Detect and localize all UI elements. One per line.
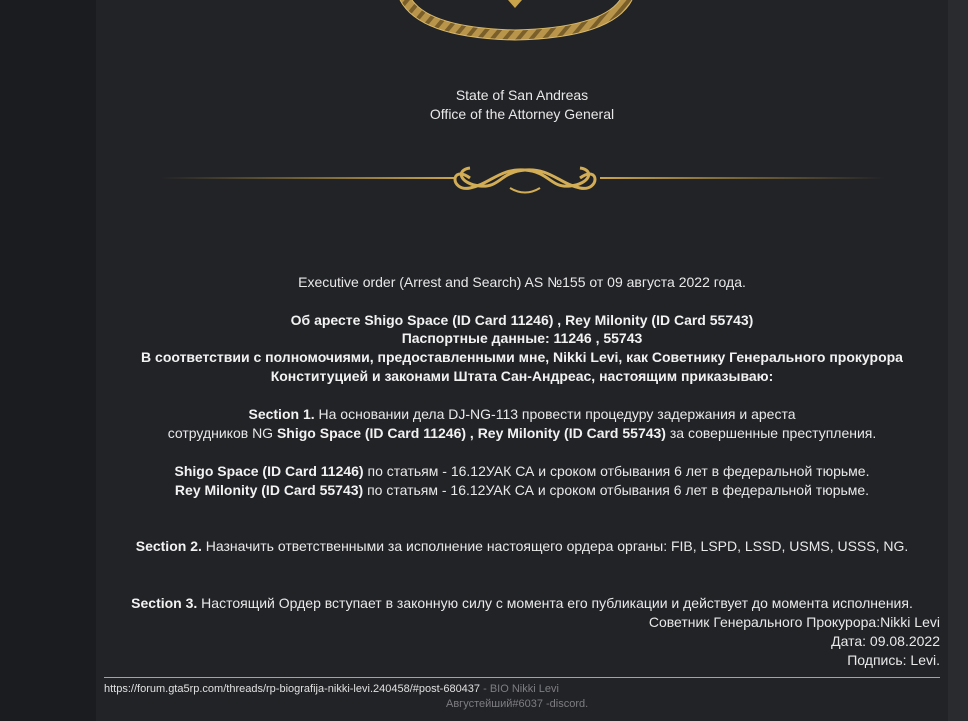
header-state: State of San Andreas — [455, 87, 589, 103]
section-1-end: за совершенные преступления. — [665, 425, 877, 441]
section-1-text: На основании дела DJ-NG-113 провести процедуру задержания и ареста — [314, 406, 796, 422]
authority-line-2: Конституцией и законами Штата Сан-Андреас, настоящим приказываю: — [270, 368, 774, 384]
section-2 — [96, 537, 948, 556]
signature-date: Дата: 09.08.2022 — [831, 633, 940, 649]
passport-data: Паспортные данные: 11246 , 55743 — [401, 330, 643, 346]
section-1-line-1 — [96, 405, 948, 424]
scrollbar[interactable] — [948, 0, 968, 721]
bio-link[interactable]: https://forum.gta5rp.com/threads/rp-biografija-nikki-levi.240458/#post-680437 — [104, 683, 481, 695]
section-1-label: Section 1. — [248, 406, 315, 422]
footer-divider — [104, 677, 940, 678]
sentence-2-name: Rey Milonity (ID Card 55743) — [174, 482, 364, 498]
section-1-names: Shigo Space (ID Card 11246) , Rey Milonity (ID Card 55743) — [276, 425, 666, 441]
authority-line-1: В соответствии с полномочиями, предоставленными мне, Nikki Levi, как Советнику Генерального прокурора — [141, 349, 903, 365]
section-2-text: Назначить ответственными за исполнение настоящего ордера органы: FIB, LSPD, LSSD, USMS, USSS, NG. — [201, 538, 909, 554]
seal-emblem-icon — [0, 0, 968, 50]
header-office: Office of the Attorney General — [429, 106, 615, 122]
section-3 — [96, 594, 948, 613]
ornament-divider-icon — [150, 158, 890, 198]
discord-handle: Августейший#6037 -discord. — [446, 698, 589, 710]
sentence-2 — [96, 481, 948, 500]
signature-position: Советник Генерального Прокурора:Nikki Levi — [648, 614, 940, 630]
section-3-label: Section 3. — [131, 595, 198, 611]
section-2-label: Section 2. — [135, 538, 202, 554]
signature-sign: Подпись: Levi. — [847, 652, 940, 668]
sentence-1-name: Shigo Space (ID Card 11246) — [174, 463, 364, 479]
sentence-1-text: по статьям - 16.12УАК СА и сроком отбывания 6 лет в федеральной тюрьме. — [363, 463, 870, 479]
section-1-employees: сотрудников NG — [167, 425, 277, 441]
section-1-line-2 — [96, 424, 948, 443]
order-subject: Об аресте Shigo Space (ID Card 11246) , Rey Milonity (ID Card 55743) — [290, 312, 754, 328]
bio-link-suffix: - BIO Nikki Levi — [480, 683, 559, 695]
footer-signature — [104, 682, 559, 696]
sentence-1 — [96, 462, 948, 481]
order-title: Executive order (Arrest and Search) AS №155 от 09 августа 2022 года. — [298, 274, 746, 290]
sentence-2-text: по статьям - 16.12УАК СА и сроком отбывания 6 лет в федеральной тюрьме. — [363, 482, 870, 498]
section-3-text: Настоящий Ордер вступает в законную силу с момента его публикации и действует до момента исполнения. — [197, 595, 913, 611]
